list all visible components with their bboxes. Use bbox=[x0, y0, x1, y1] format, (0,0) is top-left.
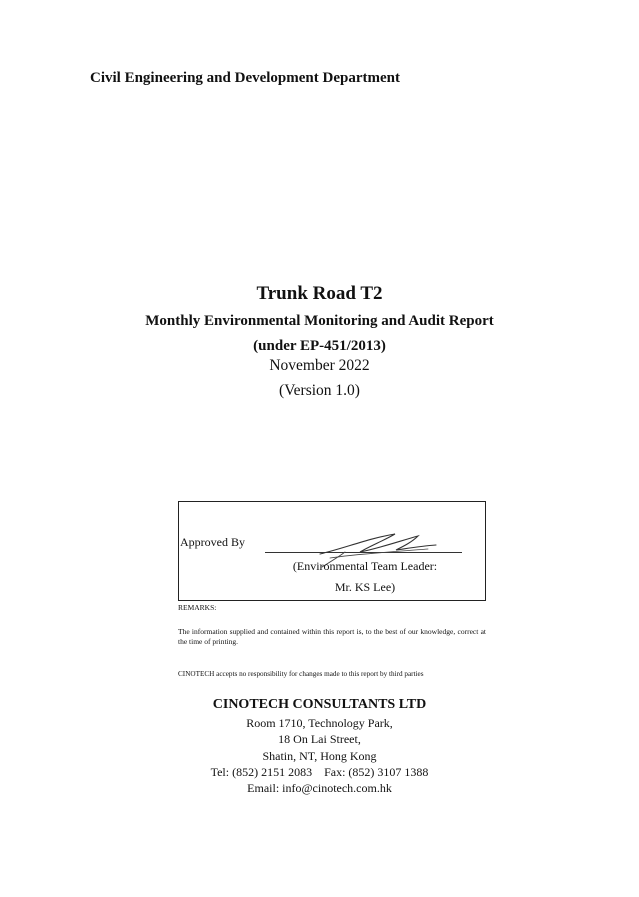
company-address-line2: 18 On Lai Street, bbox=[278, 732, 361, 746]
remarks-text: The information supplied and contained within this report is, to the best of our knowledge, correct at the time of printing. bbox=[178, 627, 486, 646]
report-subtitle: Monthly Environmental Monitoring and Audit Report bbox=[145, 313, 494, 329]
report-version: (Version 1.0) bbox=[279, 382, 360, 399]
team-leader-name: Mr. KS Lee) bbox=[334, 580, 396, 594]
company-address-line1: Room 1710, Technology Park, bbox=[246, 716, 393, 730]
department-name: Civil Engineering and Development Department bbox=[90, 70, 400, 86]
remarks-heading: REMARKS: bbox=[178, 603, 217, 612]
company-email: Email: info@cinotech.com.hk bbox=[247, 781, 392, 795]
report-title: Trunk Road T2 bbox=[256, 283, 383, 304]
company-address-line3: Shatin, NT, Hong Kong bbox=[262, 749, 377, 763]
team-leader-role: (Environmental Team Leader: bbox=[292, 559, 438, 573]
permit-reference: (under EP-451/2013) bbox=[253, 338, 386, 354]
approved-by-label: Approved By bbox=[180, 535, 245, 549]
company-tel-fax: Tel: (852) 2151 2083 Fax: (852) 3107 1388 bbox=[210, 765, 429, 779]
disclaimer-text: CINOTECH accepts no responsibility for changes made to this report by third parties bbox=[178, 670, 424, 678]
report-date: November 2022 bbox=[269, 357, 370, 374]
company-name: CINOTECH CONSULTANTS LTD bbox=[212, 697, 427, 712]
